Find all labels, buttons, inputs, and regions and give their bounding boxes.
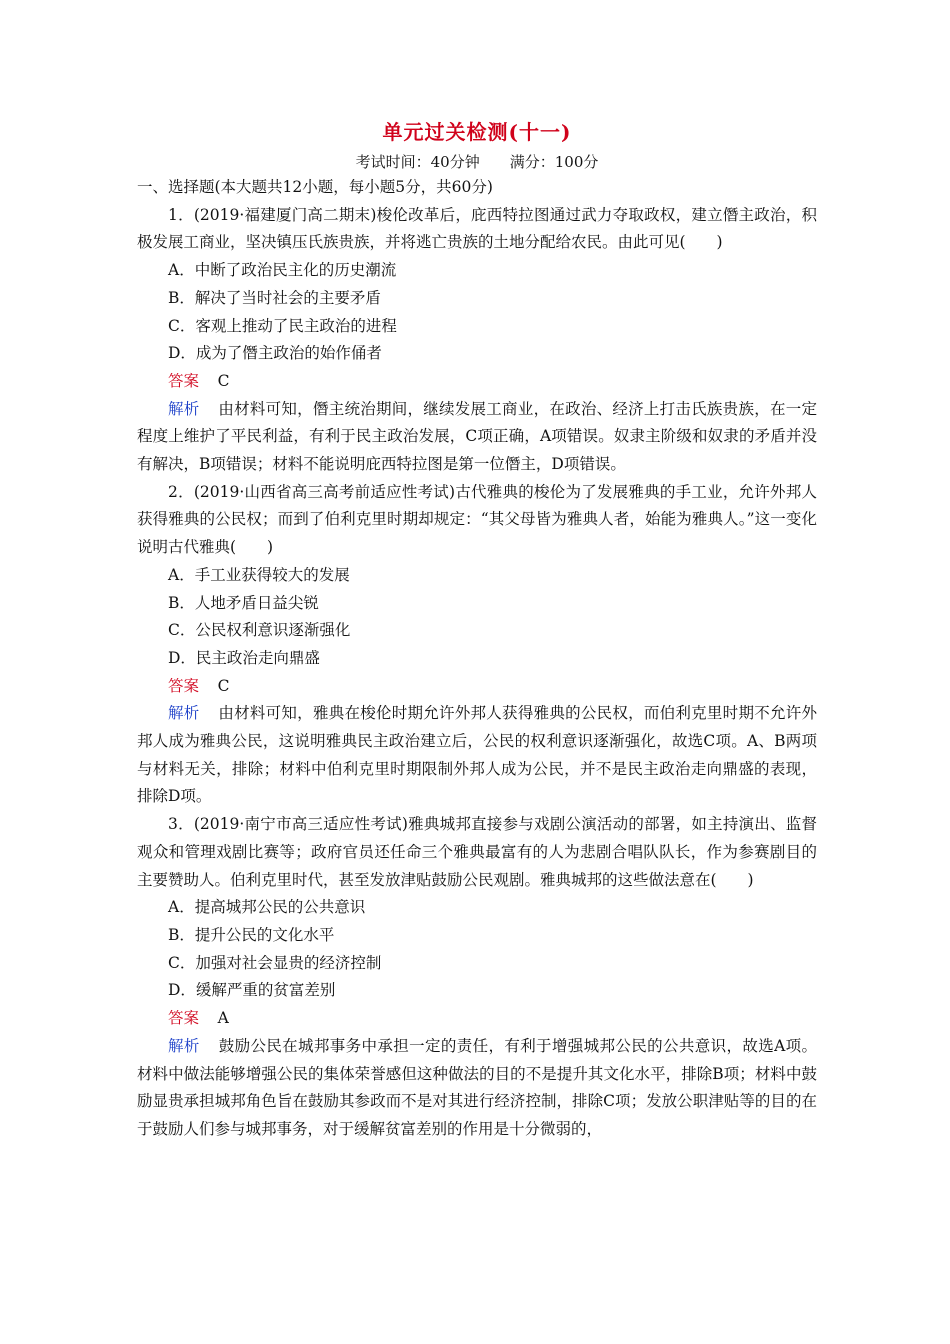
- answer-label: 答案: [168, 676, 200, 695]
- analysis-line: [137, 700, 817, 811]
- answer-line: [137, 1005, 817, 1033]
- analysis-text: 由材料可知，雅典在梭伦时期允许外邦人获得雅典的公民权，而伯利克里时期不允许外邦人成为雅典公民，这说明雅典民主政治建立后，公民的权利意识逐渐强化，故选C项。A、B两项与材料无关，排除；材料中伯利克里时期限制外邦人成为公民，并不是民主政治走向鼎盛的表现，排除D项。: [137, 704, 817, 806]
- analysis-label: 解析: [168, 1036, 200, 1055]
- option-d: D．成为了僭主政治的始作俑者: [168, 344, 382, 363]
- answer-value: C: [217, 371, 230, 390]
- option-b: B．提升公民的文化水平: [168, 925, 335, 944]
- question-stem: 2．(2019·山西省高三高考前适应性考试)古代雅典的梭伦为了发展雅典的手工业，允许外邦人获得雅典的公民权；而到了伯利克里时期却规定：“其父母皆为雅典人者，始能为雅典人。”这一变化说明古代雅典( ): [137, 482, 817, 557]
- page-title: 单元过关检测(十一): [382, 120, 572, 144]
- question-stem: 1．(2019·福建厦门高二期末)梭伦改革后，庇西特拉图通过武力夺取政权，建立僭主政治，积极发展工商业，坚决镇压氏族贵族，并将逃亡贵族的土地分配给农民。由此可见( ): [137, 205, 817, 252]
- answer-line: [137, 673, 817, 701]
- question-1: [137, 202, 817, 479]
- answer-line: [137, 368, 817, 396]
- analysis-text: 鼓励公民在城邦事务中承担一定的责任，有利于增强城邦公民的公共意识，故选A项。材料中做法能够增强公民的集体荣誉感但这种做法的目的不是提升其文化水平，排除B项；材料中鼓励显贵承担城邦角色旨在鼓励其参政而不是对其进行经济控制，排除C项；发放公职津贴等的目的在于鼓励人们参与城邦事务，对于缓解贫富差别的作用是十分微弱的，: [137, 1036, 817, 1138]
- answer-value: C: [217, 676, 230, 695]
- analysis-line: [137, 1033, 817, 1144]
- analysis-text: 由材料可知，僭主统治期间，继续发展工商业，在政治、经济上打击氏族贵族，在一定程度上维护了平民利益，有利于民主政治发展，C项正确，A项错误。奴隶主阶级和奴隶的矛盾并没有解决，B项错误；材料不能说明庇西特拉图是第一位僭主，D项错误。: [137, 399, 817, 474]
- option-a: A．提高城邦公民的公共意识: [168, 898, 366, 917]
- analysis-label: 解析: [168, 704, 200, 723]
- answer-label: 答案: [168, 1009, 200, 1028]
- option-b: B．解决了当时社会的主要矛盾: [168, 288, 381, 307]
- option-a: A．手工业获得较大的发展: [168, 565, 350, 584]
- option-a: A．中断了政治民主化的历史潮流: [168, 261, 397, 280]
- analysis-line: [137, 396, 817, 479]
- analysis-label: 解析: [168, 399, 200, 418]
- option-c: C．加强对社会显贵的经济控制: [168, 953, 382, 972]
- question-3: [137, 811, 817, 1143]
- answer-label: 答案: [168, 371, 200, 390]
- section-heading: 一、选择题(本大题共12小题，每小题5分，共60分): [137, 178, 493, 196]
- option-b: B．人地矛盾日益尖锐: [168, 593, 319, 612]
- document-page: [137, 118, 817, 1144]
- option-c: C．公民权利意识逐渐强化: [168, 621, 351, 640]
- option-d: D．缓解严重的贫富差别: [168, 981, 336, 1000]
- question-stem: 3．(2019·南宁市高三适应性考试)雅典城邦直接参与戏剧公演活动的部署，如主持演出、监督观众和管理戏剧比赛等；政府官员还任命三个雅典最富有的人为悲剧合唱队队长，作为参赛剧目的主要赞助人。伯利克里时代，甚至发放津贴鼓励公民观剧。雅典城邦的这些做法意在( ): [137, 815, 817, 889]
- question-2: [137, 479, 817, 811]
- exam-meta: 考试时间：40分钟 满分：100分: [355, 153, 599, 171]
- answer-value: A: [217, 1009, 229, 1028]
- option-d: D．民主政治走向鼎盛: [168, 648, 320, 667]
- option-c: C．客观上推动了民主政治的进程: [168, 316, 397, 335]
